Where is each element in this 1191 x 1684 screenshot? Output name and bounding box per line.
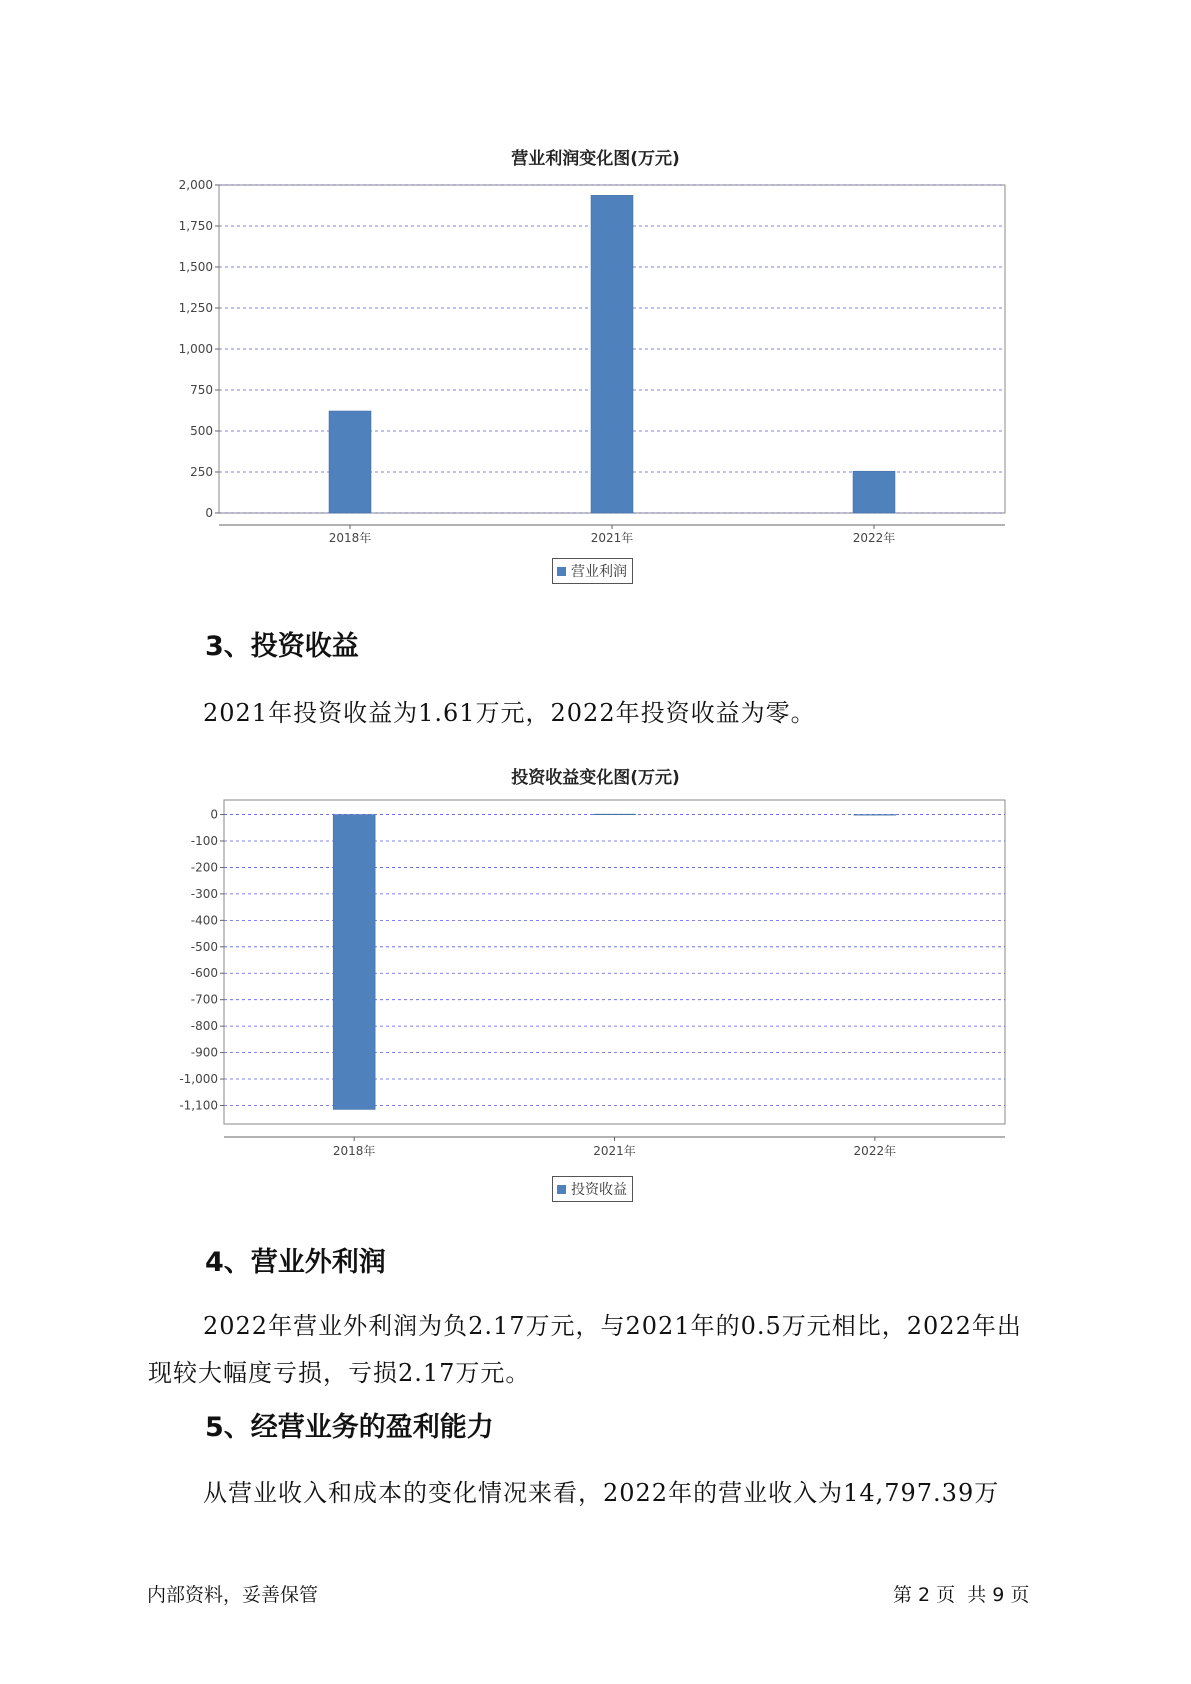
y-tick-label: 0 [210,807,218,822]
chart1-title: 营业利润变化图(万元) [511,149,680,169]
bar-2018年 [329,411,371,513]
y-tick-label: -1,100 [179,1098,218,1113]
section-5-paragraph: 从营业收入和成本的变化情况来看，2022年的营业收入为14,797.39万 [203,1479,1000,1507]
section-4-paragraph-line1: 2022年营业外利润为负2.17万元，与2021年的0.5万元相比，2022年出 [203,1312,1022,1340]
bar-2022年 [853,471,895,513]
x-tick-label: 2022年 [852,531,896,545]
y-tick-label: 1,250 [178,301,213,315]
section-4-paragraph-line2: 现较大幅度亏损，亏损2.17万元。 [148,1359,531,1387]
y-tick-label: -400 [190,913,218,928]
y-tick-label: -1,000 [179,1072,218,1087]
investment-income-chart [0,798,1191,1158]
y-tick-label: -100 [190,833,218,848]
footer-confidential-note: 内部资料，妥善保管 [147,1584,319,1606]
bar-2022年 [854,815,896,816]
y-tick-label: 1,000 [178,342,213,356]
x-tick-label: 2022年 [853,1144,897,1158]
y-tick-label: 0 [205,506,213,520]
chart2-legend-label: 投资收益 [571,1182,627,1198]
section-3-heading: 3、投资收益 [205,631,359,662]
y-tick-label: 1,500 [178,260,213,274]
y-tick-label: 750 [190,383,213,397]
y-tick-label: -600 [190,966,218,981]
chart1-legend [552,558,633,584]
section-5-heading: 5、经营业务的盈利能力 [205,1412,494,1443]
x-tick-label: 2018年 [328,531,372,545]
legend-swatch [557,1185,566,1194]
legend-swatch [557,567,566,576]
chart1-legend-label: 营业利润 [571,564,627,580]
y-tick-label: -500 [190,939,218,954]
y-tick-label: 1,750 [178,219,213,233]
operating-profit-chart [0,175,1191,545]
y-tick-label: -800 [190,1019,218,1034]
y-tick-label: -200 [190,860,218,875]
y-tick-label: -300 [190,886,218,901]
footer-page-number: 第 2 页 共 9 页 [893,1584,1030,1606]
y-tick-label: -700 [190,992,218,1007]
chart2-legend [552,1176,633,1202]
x-tick-label: 2021年 [590,531,634,545]
y-tick-label: 2,000 [178,178,213,192]
section-3-paragraph: 2021年投资收益为1.61万元，2022年投资收益为零。 [203,699,816,727]
bar-2018年 [333,815,375,1110]
x-tick-label: 2021年 [593,1144,636,1158]
bar-2021年 [591,195,633,513]
y-tick-label: 500 [190,424,213,438]
x-tick-label: 2018年 [332,1144,376,1158]
y-tick-label: 250 [190,465,213,479]
section-4-heading: 4、营业外利润 [205,1247,386,1278]
y-tick-label: -900 [190,1045,218,1060]
chart2-title: 投资收益变化图(万元) [511,768,680,788]
bar-2021年 [594,814,636,815]
